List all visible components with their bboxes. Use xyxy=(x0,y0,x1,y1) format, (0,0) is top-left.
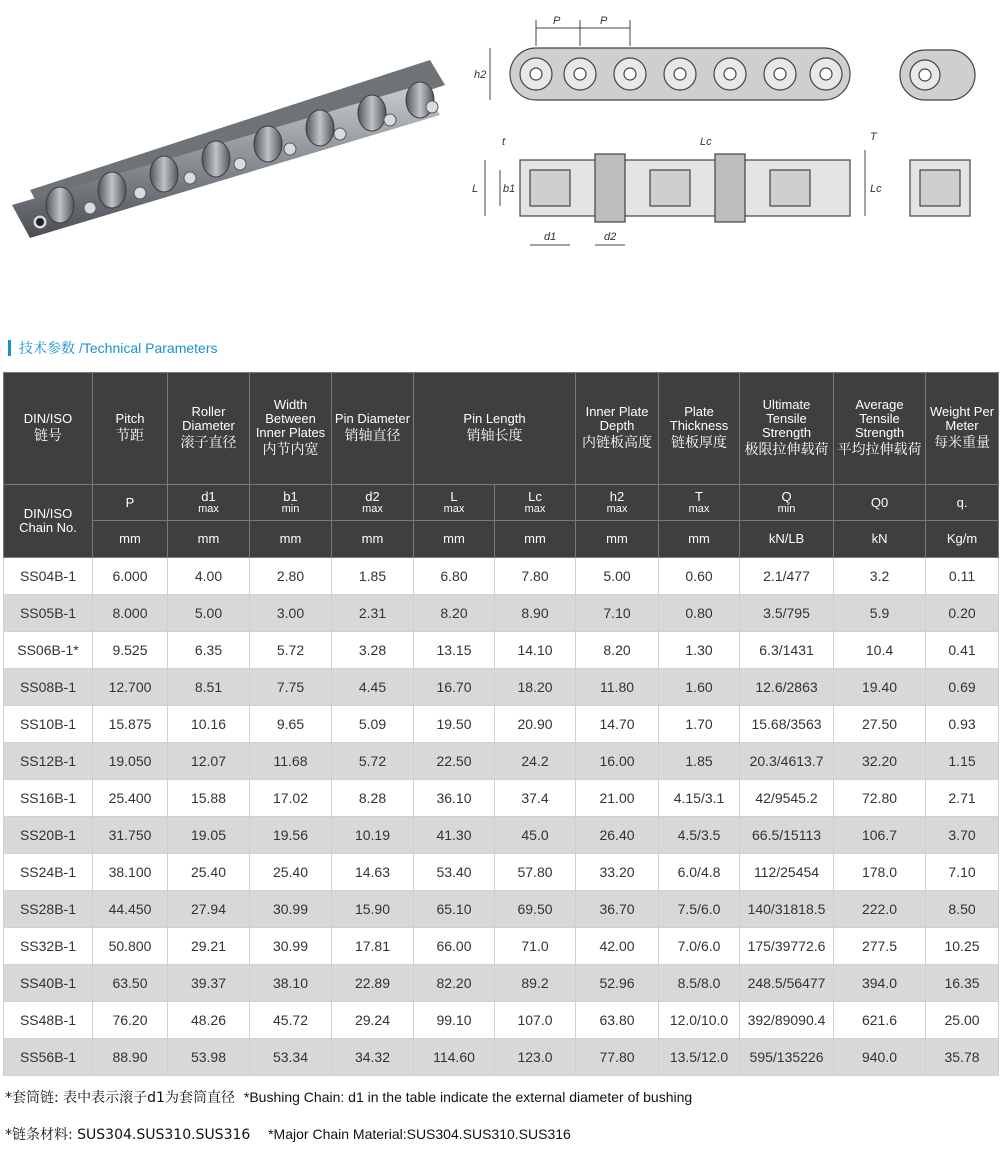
table-cell: 45.72 xyxy=(250,1002,332,1039)
table-cell: SS48B-1 xyxy=(4,1002,93,1039)
table-cell: 13.5/12.0 xyxy=(659,1039,740,1076)
technical-drawings xyxy=(470,0,1000,260)
table-cell: 1.70 xyxy=(659,706,740,743)
table-row xyxy=(4,632,999,669)
table-cell: 2.71 xyxy=(926,780,999,817)
header-sym: Lc max xyxy=(495,485,576,521)
section-heading xyxy=(8,338,218,358)
header-unit: mm xyxy=(414,521,495,558)
table-cell: 0.93 xyxy=(926,706,999,743)
header-unit: mm xyxy=(93,521,168,558)
table-cell: 11.68 xyxy=(250,743,332,780)
table-cell: 112/25454 xyxy=(740,854,834,891)
table-cell: 19.40 xyxy=(834,669,926,706)
table-cell: 8.50 xyxy=(926,891,999,928)
table-cell: 5.09 xyxy=(332,706,414,743)
header-sym: L max xyxy=(414,485,495,521)
table-cell: SS16B-1 xyxy=(4,780,93,817)
table-cell: 37.4 xyxy=(495,780,576,817)
table-cell: 1.30 xyxy=(659,632,740,669)
dim-label: d2 xyxy=(604,231,617,243)
table-cell: 89.2 xyxy=(495,965,576,1002)
header-sym: Q min xyxy=(740,485,834,521)
table-row xyxy=(4,706,999,743)
table-cell: 48.26 xyxy=(168,1002,250,1039)
table-cell: 621.6 xyxy=(834,1002,926,1039)
header-unit: mm xyxy=(495,521,576,558)
table-row xyxy=(4,1002,999,1039)
table-cell: 71.0 xyxy=(495,928,576,965)
table-cell: 53.98 xyxy=(168,1039,250,1076)
table-cell: 19.05 xyxy=(168,817,250,854)
table-cell: 12.700 xyxy=(93,669,168,706)
header-weight: Weight Per Meter 每米重量 xyxy=(926,373,999,485)
table-cell: 140/31818.5 xyxy=(740,891,834,928)
table-cell: SS32B-1 xyxy=(4,928,93,965)
table-cell: 88.90 xyxy=(93,1039,168,1076)
table-cell: 12.07 xyxy=(168,743,250,780)
table-cell: 7.75 xyxy=(250,669,332,706)
table-cell: 27.50 xyxy=(834,706,926,743)
table-cell: 0.60 xyxy=(659,558,740,595)
table-cell: 30.99 xyxy=(250,891,332,928)
table-cell: 7.5/6.0 xyxy=(659,891,740,928)
table-cell: SS08B-1 xyxy=(4,669,93,706)
table-cell: 19.50 xyxy=(414,706,495,743)
table-row xyxy=(4,817,999,854)
table-cell: 0.41 xyxy=(926,632,999,669)
table-row xyxy=(4,1039,999,1076)
table-cell: 10.4 xyxy=(834,632,926,669)
header-unit: mm xyxy=(332,521,414,558)
table-cell: 52.96 xyxy=(576,965,659,1002)
table-cell: 66.5/15113 xyxy=(740,817,834,854)
table-cell: 0.20 xyxy=(926,595,999,632)
material-note-en: *Major Chain Material:SUS304.SUS310.SUS316 xyxy=(268,1126,571,1142)
table-cell: 0.69 xyxy=(926,669,999,706)
header-pin-length: Pin Length 销轴长度 xyxy=(414,373,576,485)
table-cell: 16.00 xyxy=(576,743,659,780)
table-cell: 6.80 xyxy=(414,558,495,595)
table-cell: 66.00 xyxy=(414,928,495,965)
table-cell: 27.94 xyxy=(168,891,250,928)
table-cell: 19.050 xyxy=(93,743,168,780)
table-cell: 82.20 xyxy=(414,965,495,1002)
table-cell: 0.11 xyxy=(926,558,999,595)
table-cell: 99.10 xyxy=(414,1002,495,1039)
table-cell: SS40B-1 xyxy=(4,965,93,1002)
table-cell: 8.5/8.0 xyxy=(659,965,740,1002)
table-cell: 19.56 xyxy=(250,817,332,854)
table-cell: 32.20 xyxy=(834,743,926,780)
table-cell: 36.10 xyxy=(414,780,495,817)
table-cell: SS24B-1 xyxy=(4,854,93,891)
table-cell: 0.80 xyxy=(659,595,740,632)
table-cell: 9.525 xyxy=(93,632,168,669)
table-cell: 16.35 xyxy=(926,965,999,1002)
table-cell: 13.15 xyxy=(414,632,495,669)
table-cell: 1.15 xyxy=(926,743,999,780)
table-cell: 1.85 xyxy=(332,558,414,595)
table-cell: 21.00 xyxy=(576,780,659,817)
table-cell: 8.28 xyxy=(332,780,414,817)
table-cell: 50.800 xyxy=(93,928,168,965)
table-cell: 10.25 xyxy=(926,928,999,965)
heading-en: /Technical Parameters xyxy=(79,340,218,356)
material-note-cn: *链条材料: SUS304.SUS310.SUS316 xyxy=(5,1127,251,1143)
table-cell: 41.30 xyxy=(414,817,495,854)
table-cell: 106.7 xyxy=(834,817,926,854)
table-cell: 72.80 xyxy=(834,780,926,817)
table-cell: 2.1/477 xyxy=(740,558,834,595)
table-cell: 8.20 xyxy=(414,595,495,632)
table-cell: 2.31 xyxy=(332,595,414,632)
table-cell: 8.51 xyxy=(168,669,250,706)
table-cell: 6.000 xyxy=(93,558,168,595)
table-cell: 36.70 xyxy=(576,891,659,928)
table-cell: 25.00 xyxy=(926,1002,999,1039)
table-cell: SS04B-1 xyxy=(4,558,93,595)
table-cell: 18.20 xyxy=(495,669,576,706)
table-cell: 12.0/10.0 xyxy=(659,1002,740,1039)
table-cell: 7.10 xyxy=(926,854,999,891)
table-cell: 114.60 xyxy=(414,1039,495,1076)
table-cell: 22.50 xyxy=(414,743,495,780)
header-pin-diameter: Pin Diameter 销轴直径 xyxy=(332,373,414,485)
table-cell: 29.24 xyxy=(332,1002,414,1039)
table-cell: 11.80 xyxy=(576,669,659,706)
header-unit: mm xyxy=(250,521,332,558)
table-row xyxy=(4,928,999,965)
header-width-inner: Width Between Inner Plates 内节内宽 xyxy=(250,373,332,485)
table-cell: 63.80 xyxy=(576,1002,659,1039)
table-cell: 248.5/56477 xyxy=(740,965,834,1002)
table-cell: SS06B-1* xyxy=(4,632,93,669)
table-cell: SS20B-1 xyxy=(4,817,93,854)
table-row xyxy=(4,780,999,817)
table-cell: 5.00 xyxy=(168,595,250,632)
dim-label: Lc xyxy=(870,183,882,195)
bushing-note-en: *Bushing Chain: d1 in the table indicate the external diameter of bushing xyxy=(243,1089,693,1105)
table-cell: 5.9 xyxy=(834,595,926,632)
table-cell: 392/89090.4 xyxy=(740,1002,834,1039)
table-cell: 178.0 xyxy=(834,854,926,891)
table-cell: SS12B-1 xyxy=(4,743,93,780)
table-cell: 12.6/2863 xyxy=(740,669,834,706)
table-cell: 14.70 xyxy=(576,706,659,743)
table-cell: 394.0 xyxy=(834,965,926,1002)
table-cell: 17.81 xyxy=(332,928,414,965)
table-cell: 17.02 xyxy=(250,780,332,817)
table-cell: 107.0 xyxy=(495,1002,576,1039)
table-cell: 24.2 xyxy=(495,743,576,780)
dim-label: T xyxy=(870,131,877,143)
header-sym: h2 max xyxy=(576,485,659,521)
table-row xyxy=(4,965,999,1002)
table-cell: 39.37 xyxy=(168,965,250,1002)
header-average-tensile: Average Tensile Strength 平均拉伸载荷 xyxy=(834,373,926,485)
table-cell: 15.88 xyxy=(168,780,250,817)
dim-label: h2 xyxy=(474,69,487,81)
table-cell: 25.400 xyxy=(93,780,168,817)
table-cell: 65.10 xyxy=(414,891,495,928)
table-cell: 5.00 xyxy=(576,558,659,595)
table-cell: 25.40 xyxy=(168,854,250,891)
table-cell: 38.10 xyxy=(250,965,332,1002)
table-cell: 3.5/795 xyxy=(740,595,834,632)
table-cell: 44.450 xyxy=(93,891,168,928)
header-roller-diameter: Roller Diameter 滚子直径 xyxy=(168,373,250,485)
header-ultimate-tensile: Ultimate Tensile Strength 极限拉伸载荷 xyxy=(740,373,834,485)
heading-cn: 技术参数 xyxy=(19,341,75,357)
header-sym: P xyxy=(93,485,168,521)
header-chain-no: DIN/ISO 链号 xyxy=(4,373,93,485)
table-cell: 7.80 xyxy=(495,558,576,595)
table-cell: 35.78 xyxy=(926,1039,999,1076)
header-unit: kN xyxy=(834,521,926,558)
table-cell: 34.32 xyxy=(332,1039,414,1076)
bushing-note-cn: *套筒链: 表中表示滚子d1为套筒直径 xyxy=(5,1090,235,1106)
table-cell: 175/39772.6 xyxy=(740,928,834,965)
table-row xyxy=(4,743,999,780)
dim-label: L xyxy=(472,183,479,195)
table-cell: 33.20 xyxy=(576,854,659,891)
table-cell: 16.70 xyxy=(414,669,495,706)
dim-label: t xyxy=(502,136,506,148)
header-unit: mm xyxy=(659,521,740,558)
table-cell: SS05B-1 xyxy=(4,595,93,632)
dim-label: P xyxy=(553,15,561,27)
dim-label: P xyxy=(600,15,608,27)
table-cell: 25.40 xyxy=(250,854,332,891)
table-cell: 29.21 xyxy=(168,928,250,965)
table-cell: 1.85 xyxy=(659,743,740,780)
table-cell: 9.65 xyxy=(250,706,332,743)
table-cell: 63.50 xyxy=(93,965,168,1002)
header-inner-plate-depth: Inner Plate Depth 内链板高度 xyxy=(576,373,659,485)
table-cell: 76.20 xyxy=(93,1002,168,1039)
parameters-table xyxy=(3,372,999,1076)
table-cell: 20.90 xyxy=(495,706,576,743)
table-cell: 15.90 xyxy=(332,891,414,928)
table-cell: 7.10 xyxy=(576,595,659,632)
table-cell: 10.19 xyxy=(332,817,414,854)
header-sym: q. xyxy=(926,485,999,521)
table-cell: 277.5 xyxy=(834,928,926,965)
table-cell: SS28B-1 xyxy=(4,891,93,928)
header-sym: T max xyxy=(659,485,740,521)
header-sym: b1 min xyxy=(250,485,332,521)
table-cell: 26.40 xyxy=(576,817,659,854)
table-cell: 30.99 xyxy=(250,928,332,965)
header-unit: mm xyxy=(576,521,659,558)
heading-marker xyxy=(8,340,11,356)
table-row xyxy=(4,891,999,928)
table-cell: 10.16 xyxy=(168,706,250,743)
table-cell: 4.5/3.5 xyxy=(659,817,740,854)
table-cell: SS10B-1 xyxy=(4,706,93,743)
table-cell: 15.875 xyxy=(93,706,168,743)
table-cell: 4.45 xyxy=(332,669,414,706)
table-cell: 222.0 xyxy=(834,891,926,928)
table-cell: 6.35 xyxy=(168,632,250,669)
dim-label: b1 xyxy=(503,183,516,195)
header-sym: d2 max xyxy=(332,485,414,521)
table-row xyxy=(4,669,999,706)
header-plate-thickness: Plate Thickness 链板厚度 xyxy=(659,373,740,485)
table-cell: 940.0 xyxy=(834,1039,926,1076)
table-cell: 20.3/4613.7 xyxy=(740,743,834,780)
table-cell: 53.40 xyxy=(414,854,495,891)
table-cell: SS56B-1 xyxy=(4,1039,93,1076)
table-cell: 45.0 xyxy=(495,817,576,854)
table-row xyxy=(4,558,999,595)
table-row xyxy=(4,854,999,891)
table-cell: 42/9545.2 xyxy=(740,780,834,817)
table-cell: 53.34 xyxy=(250,1039,332,1076)
table-body xyxy=(4,558,999,1076)
header-unit: mm xyxy=(168,521,250,558)
header-sym: d1 max xyxy=(168,485,250,521)
table-cell: 3.28 xyxy=(332,632,414,669)
header-sym: Q0 xyxy=(834,485,926,521)
table-cell: 69.50 xyxy=(495,891,576,928)
table-cell: 57.80 xyxy=(495,854,576,891)
table-cell: 4.00 xyxy=(168,558,250,595)
bushing-note xyxy=(5,1087,692,1107)
table-cell: 1.60 xyxy=(659,669,740,706)
table-cell: 77.80 xyxy=(576,1039,659,1076)
table-cell: 5.72 xyxy=(250,632,332,669)
table-cell: 38.100 xyxy=(93,854,168,891)
table-cell: 31.750 xyxy=(93,817,168,854)
table-cell: 6.3/1431 xyxy=(740,632,834,669)
dim-label: d1 xyxy=(544,231,557,243)
header-pitch: Pitch 节距 xyxy=(93,373,168,485)
header-unit: kN/LB xyxy=(740,521,834,558)
table-cell: 14.63 xyxy=(332,854,414,891)
table-cell: 3.00 xyxy=(250,595,332,632)
chain-photo xyxy=(0,40,465,245)
table-cell: 14.10 xyxy=(495,632,576,669)
table-cell: 3.2 xyxy=(834,558,926,595)
table-cell: 2.80 xyxy=(250,558,332,595)
table-cell: 595/135226 xyxy=(740,1039,834,1076)
table-cell: 8.90 xyxy=(495,595,576,632)
table-cell: 4.15/3.1 xyxy=(659,780,740,817)
table-row xyxy=(4,595,999,632)
table-cell: 123.0 xyxy=(495,1039,576,1076)
table-cell: 15.68/3563 xyxy=(740,706,834,743)
table-cell: 8.000 xyxy=(93,595,168,632)
table-cell: 3.70 xyxy=(926,817,999,854)
header-chain-no-en: DIN/ISO Chain No. xyxy=(4,485,93,558)
table-cell: 6.0/4.8 xyxy=(659,854,740,891)
table-cell: 7.0/6.0 xyxy=(659,928,740,965)
table-cell: 22.89 xyxy=(332,965,414,1002)
table-cell: 8.20 xyxy=(576,632,659,669)
table-cell: 42.00 xyxy=(576,928,659,965)
table-cell: 5.72 xyxy=(332,743,414,780)
header-unit: Kg/m xyxy=(926,521,999,558)
dim-label: Lc xyxy=(700,136,712,148)
material-note xyxy=(5,1124,571,1144)
